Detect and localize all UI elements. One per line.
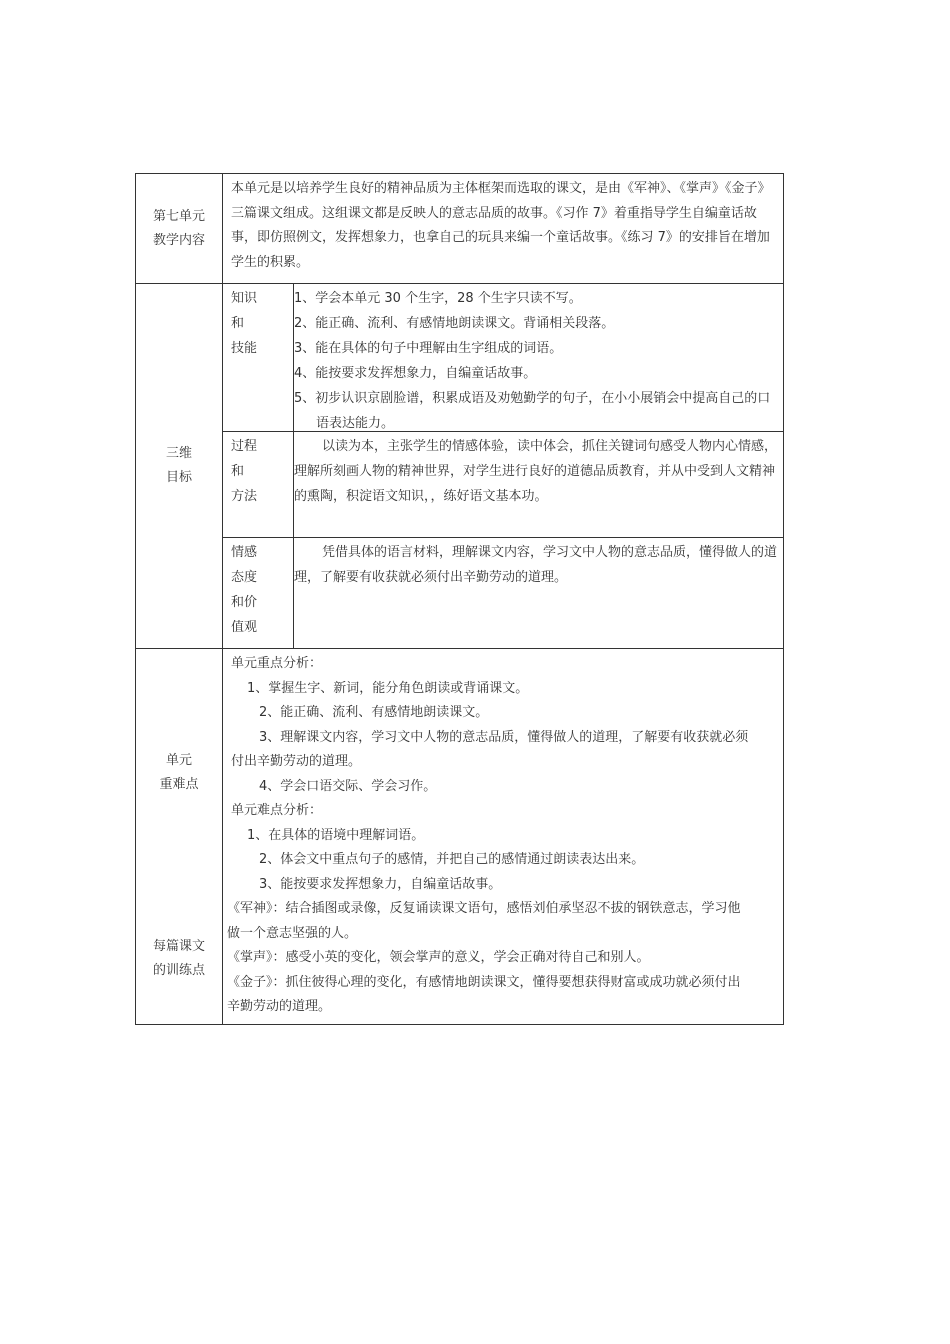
key-item: 1、掌握生字、新词，能分角色朗读或背诵课文。 bbox=[247, 680, 529, 696]
key-points-label bbox=[136, 649, 223, 1024]
emotion-label bbox=[223, 538, 294, 648]
goals-subtable bbox=[223, 284, 783, 648]
goals-label-line1: 三维 bbox=[165, 446, 192, 461]
key-item: 3、理解课文内容，学习文中人物的意志品质，懂得做人的道理，了解要有收获就必须 bbox=[259, 729, 749, 745]
difficult-heading: 单元难点分析： bbox=[231, 803, 323, 818]
knowledge-item: 3、能在具体的句子中理解由生字组成的词语。 bbox=[294, 341, 563, 356]
unit-content-label bbox=[136, 174, 223, 283]
goals-row bbox=[136, 284, 783, 649]
lesson-plan-table bbox=[135, 173, 784, 1025]
difficult-item: 3、能按要求发挥想象力，自编童话故事。 bbox=[259, 876, 502, 892]
lesson-points-label-line2: 的训练点 bbox=[152, 963, 205, 978]
emotion-label-line: 值观 bbox=[231, 620, 258, 635]
knowledge-item: 2、能正确、流利、有感情地朗读课文。背诵相关段落。 bbox=[294, 316, 615, 331]
lesson-point: 《掌声》：感受小英的变化，领会掌声的意义，学会正确对待自己和别人。 bbox=[227, 950, 650, 965]
key-points-label-line1: 单元 bbox=[165, 753, 192, 768]
key-item: 2、能正确、流利、有感情地朗读课文。 bbox=[259, 705, 489, 720]
emotion-label-line: 和价 bbox=[231, 595, 258, 610]
knowledge-item: 1、学会本单元 30 个生字，28 个生字只读不写。 bbox=[294, 291, 582, 306]
difficult-item: 2、体会文中重点句子的感情，并把自己的感情通过朗读表达出来。 bbox=[259, 852, 645, 867]
key-item: 4、学会口语交际、学会习作。 bbox=[259, 778, 437, 794]
knowledge-item: 4、能按要求发挥想象力，自编童话故事。 bbox=[294, 366, 537, 381]
emotion-text: 凭借具体的语言材料，理解课文内容，学习文中人物的意志品质，懂得做人的道理，了解要有收获就必须付出辛勤劳动的道理。 bbox=[294, 545, 778, 585]
knowledge-label bbox=[223, 284, 294, 431]
emotion-label-line: 态度 bbox=[231, 570, 258, 585]
knowledge-items bbox=[294, 284, 783, 431]
process-label-line: 和 bbox=[231, 464, 245, 479]
emotion-label-line: 情感 bbox=[231, 545, 258, 560]
key-points-row bbox=[136, 649, 783, 1024]
key-item: 付出辛勤劳动的道理。 bbox=[231, 754, 362, 769]
process-text: 以读为本，主张学生的情感体验，读中体会，抓住关键词句感受人物内心情感，理解所刻画人物的精神世界，对学生进行良好的道德品质教育，并从中受到人文精神的熏陶，积淀语文知识，，练好语文基本功。 bbox=[294, 439, 778, 504]
lesson-point: 《军神》：结合插图或录像，反复诵读课文语句，感悟刘伯承坚忍不拔的钢铁意志，学习他 bbox=[227, 901, 741, 916]
key-heading: 单元重点分析： bbox=[231, 656, 323, 671]
lesson-point: 做一个意志坚强的人。 bbox=[227, 925, 358, 941]
process-label-line: 过程 bbox=[231, 439, 258, 454]
process-section bbox=[223, 432, 783, 538]
key-points-label-line2: 重难点 bbox=[159, 777, 199, 792]
process-label bbox=[223, 432, 294, 537]
knowledge-label-line: 技能 bbox=[231, 341, 258, 356]
goals-label bbox=[136, 284, 223, 648]
unit-content-row bbox=[136, 174, 783, 284]
lesson-points-label-line1: 每篇课文 bbox=[152, 939, 205, 954]
difficult-item: 1、在具体的语境中理解词语。 bbox=[247, 827, 425, 843]
knowledge-label-line: 和 bbox=[231, 316, 245, 331]
lesson-point: 辛勤劳动的道理。 bbox=[227, 999, 332, 1014]
unit-content-label-line2: 教学内容 bbox=[152, 232, 205, 248]
unit-content-label-line1: 第七单元 bbox=[152, 208, 205, 224]
key-points-content bbox=[223, 649, 783, 1024]
unit-content-text: 本单元是以培养学生良好的精神品质为主体框架而选取的课文，是由《军神》、《掌声》《金子》三篇课文组成。这组课文都是反映人的意志品质的故事。《习作 7》着重指导学生自编童话故事，即仿照例文，发挥想象力，也拿自己的玩具来编一个童话故事。《练习 7》的安排旨在增加学生的积累。 bbox=[231, 181, 771, 270]
knowledge-section bbox=[223, 284, 783, 432]
knowledge-item: 5、初步认识京剧脸谱，积累成语及劝勉勤学的句子，在小小展销会中提高自己的口语表达能力。 bbox=[294, 391, 771, 431]
knowledge-label-line: 知识 bbox=[231, 291, 258, 306]
process-label-line: 方法 bbox=[231, 489, 258, 504]
emotion-section bbox=[223, 538, 783, 648]
goals-label-line2: 目标 bbox=[165, 470, 192, 485]
lesson-point: 《金子》：抓住彼得心理的变化，有感情地朗读课文，懂得要想获得财富或成功就必须付出 bbox=[227, 974, 741, 990]
